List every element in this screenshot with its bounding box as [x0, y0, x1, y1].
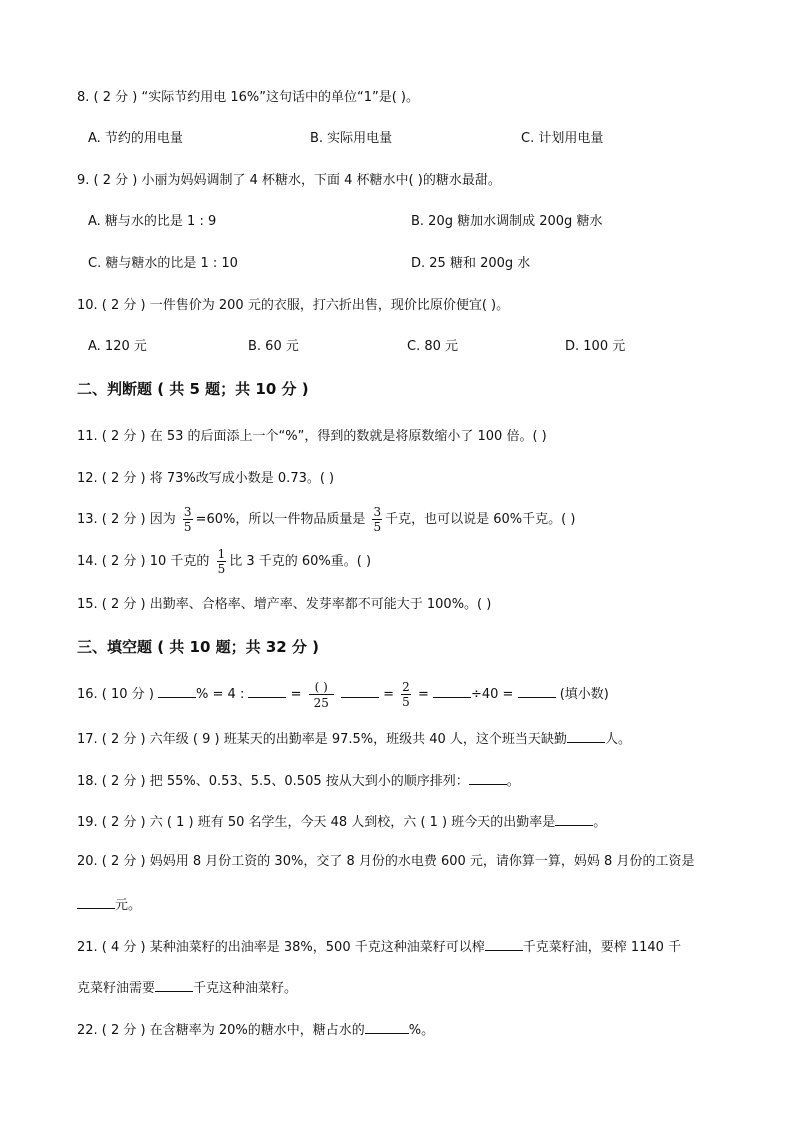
section-3-title: 三、填空题 ( 共 10 题；共 32 分 ) [77, 638, 320, 656]
question-22 [77, 1020, 434, 1040]
question-11: 11. ( 2 分 ) 在 53 的后面添上一个“%”，得到的数就是将原数缩小了 100 倍。( ) [77, 429, 547, 444]
q16-suffix: (填小数) [559, 687, 609, 702]
q16-blank-1[interactable] [158, 684, 196, 698]
question-16 [77, 675, 609, 715]
question-14 [77, 545, 371, 579]
q16-blank-4[interactable] [433, 684, 471, 698]
q16-fraction [401, 681, 411, 708]
q17-prefix: 17. ( 2 分 ) 六年级 ( 9 ) 班某天的出勤率是 97.5%，班级共 40 人，这个班当天缺勤 [77, 732, 567, 747]
question-18 [77, 771, 520, 791]
question-12: 12. ( 2 分 ) 将 73%改写成小数是 0.73。( ) [77, 471, 335, 486]
q20-blank[interactable] [77, 895, 115, 909]
q16-frac-den: 5 [402, 695, 410, 709]
q13-middle: =60%，所以一件物品质量是 [195, 512, 366, 527]
q19-blank[interactable] [555, 812, 593, 826]
q16-div2: ÷40 = [470, 687, 514, 702]
q22-suffix: %。 [408, 1023, 435, 1038]
question-10: 10. ( 2 分 ) 一件售价为 200 元的衣服，打六折出售，现价比原价便宜( )。 [77, 298, 510, 313]
q16-frac-blank-den: 25 [313, 695, 329, 710]
q19-suffix: 。 [593, 815, 607, 830]
q19-prefix: 19. ( 2 分 ) 六 ( 1 ) 班有 50 名学生，今天 48 人到校，六 ( 1 ) 班今天的出勤率是 [77, 815, 556, 830]
q8-option-c[interactable]: C. 计划用电量 [521, 131, 604, 146]
q16-eq: = [290, 687, 302, 702]
q16-frac-blank-num[interactable]: ( ) [309, 681, 334, 695]
question-13 [77, 503, 575, 537]
q8-option-a[interactable]: A. 节约的用电量 [88, 131, 183, 146]
q13-frac1-den: 5 [183, 520, 192, 534]
q21-line2-suffix: 千克这种油菜籽。 [193, 981, 298, 996]
q14-suffix: 比 3 千克的 60%重。( ) [229, 554, 372, 569]
question-21 [77, 937, 681, 957]
q14-fraction [217, 548, 227, 575]
q22-prefix: 22. ( 2 分 ) 在含糖率为 20%的糖水中，糖占水的 [77, 1023, 365, 1038]
q13-fraction-1 [183, 506, 193, 533]
question-21-line-2 [77, 978, 297, 998]
q10-option-a[interactable]: A. 120 元 [88, 339, 147, 354]
q21-line1-suffix: 千克菜籽油，要榨 1140 千 [522, 940, 682, 955]
q16-eq2: = [383, 687, 395, 702]
q17-blank[interactable] [567, 729, 605, 743]
section-2-title: 二、判断题 ( 共 5 题；共 10 分 ) [77, 380, 309, 398]
q21-blank-2[interactable] [155, 978, 193, 992]
q13-frac1-num: 3 [183, 505, 192, 519]
q16-fraction-blank [309, 681, 334, 709]
q10-option-d[interactable]: D. 100 元 [565, 339, 626, 354]
question-19 [77, 812, 606, 832]
q21-blank-1[interactable] [485, 937, 523, 951]
q18-blank[interactable] [469, 771, 507, 785]
question-20: 20. ( 2 分 ) 妈妈用 8 月份工资的 30%，交了 8 月份的水电费 600 元，请你算一算，妈妈 8 月份的工资是 [77, 854, 695, 869]
q16-percent-eq: % = 4 : [196, 687, 245, 702]
q9-option-a[interactable]: A. 糖与水的比是 1 : 9 [88, 214, 217, 229]
q16-div: = [417, 687, 433, 702]
q13-fraction-2 [372, 506, 382, 533]
question-8: 8. ( 2 分 ) “实际节约用电 16%”这句话中的单位“1”是( )。 [77, 90, 419, 105]
q10-option-b[interactable]: B. 60 元 [248, 339, 299, 354]
q9-option-b[interactable]: B. 20g 糖加水调制成 200g 糖水 [411, 214, 603, 229]
q16-frac-num: 2 [402, 680, 410, 694]
question-15: 15. ( 2 分 ) 出勤率、合格率、增产率、发芽率都不可能大于 100%。( ) [77, 597, 492, 612]
q9-option-d[interactable]: D. 25 糖和 200g 水 [411, 256, 531, 271]
q20-suffix: 元。 [115, 898, 142, 913]
q9-option-c[interactable]: C. 糖与糖水的比是 1 : 10 [88, 256, 238, 271]
q16-blank-3[interactable] [341, 684, 379, 698]
q21-line1-prefix: 21. ( 4 分 ) 某种油菜籽的出油率是 38%，500 千克这种油菜籽可以榨 [77, 940, 485, 955]
question-17 [77, 729, 631, 749]
q16-blank-2[interactable] [248, 684, 286, 698]
q13-suffix: 千克，也可以说是 60%千克。( ) [385, 512, 576, 527]
q8-option-b[interactable]: B. 实际用电量 [310, 131, 393, 146]
q16-prefix: 16. ( 10 分 ) [77, 687, 154, 702]
q10-option-c[interactable]: C. 80 元 [407, 339, 459, 354]
q13-frac2-den: 5 [373, 520, 382, 534]
question-20-line-2 [77, 895, 141, 915]
q14-frac-num: 1 [217, 547, 226, 561]
q14-frac-den: 5 [217, 562, 226, 576]
q18-suffix: 。 [506, 774, 520, 789]
q22-blank[interactable] [365, 1020, 409, 1034]
q17-suffix: 人。 [604, 732, 631, 747]
q13-frac2-num: 3 [373, 505, 382, 519]
q21-line2-prefix: 克菜籽油需要 [77, 981, 156, 996]
q18-prefix: 18. ( 2 分 ) 把 55%、0.53、5.5、0.505 按从大到小的顺序排列： [77, 774, 469, 789]
q13-prefix: 13. ( 2 分 ) 因为 [77, 512, 176, 527]
question-9: 9. ( 2 分 ) 小丽为妈妈调制了 4 杯糖水，下面 4 杯糖水中( )的糖水最甜。 [77, 173, 501, 188]
q14-prefix: 14. ( 2 分 ) 10 千克的 [77, 554, 210, 569]
q16-blank-5[interactable] [518, 684, 556, 698]
